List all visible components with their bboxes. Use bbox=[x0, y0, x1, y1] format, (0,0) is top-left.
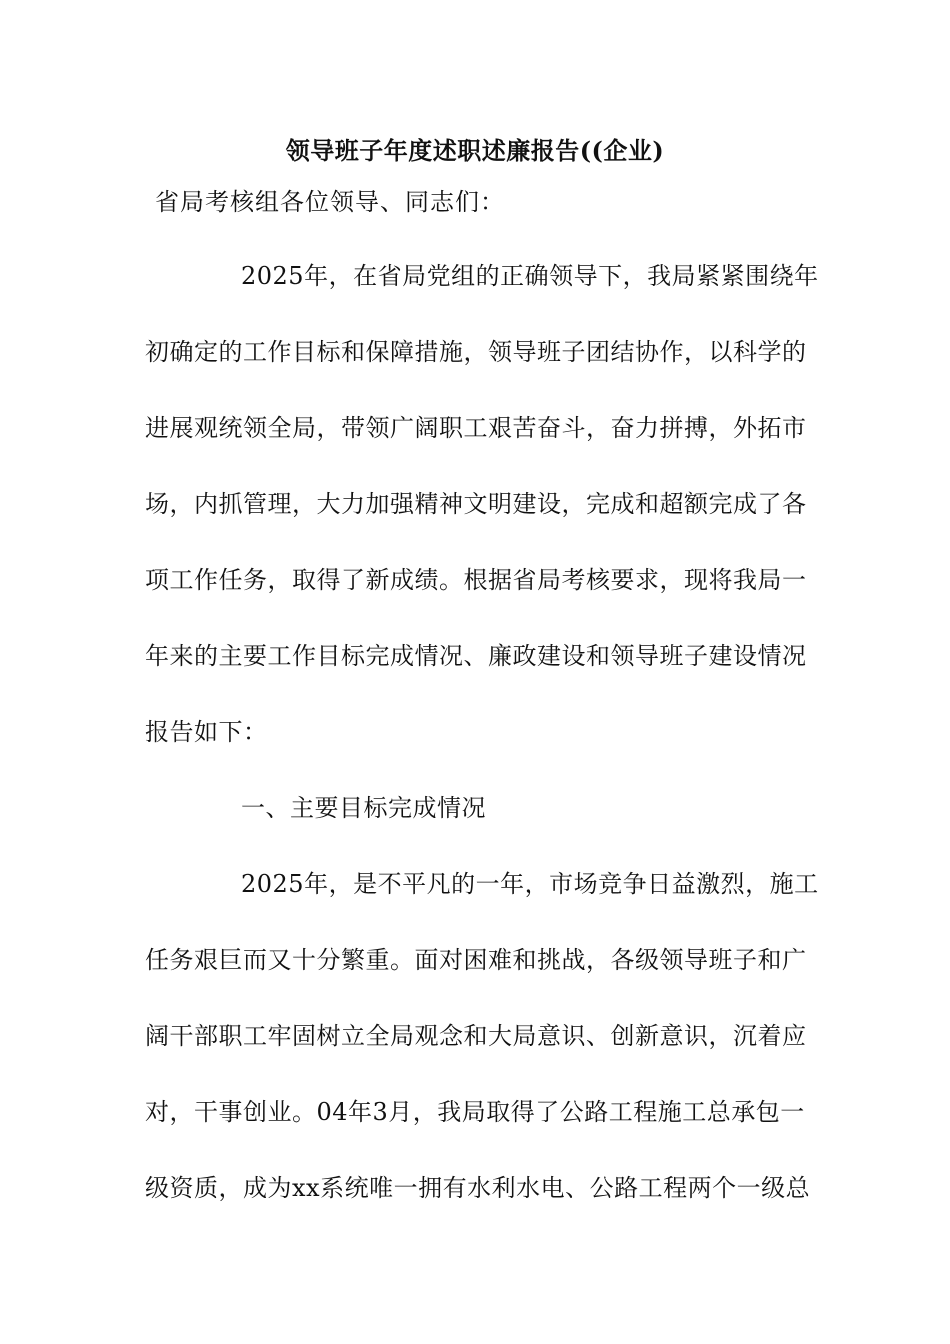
paragraph-1-line: 场，内抓管理，大力加强精神文明建设，完成和超额完成了各 bbox=[145, 490, 807, 518]
paragraph-1-line: 进展观统领全局，带领广阔职工艰苦奋斗，奋力拼搏，外拓市 bbox=[145, 414, 807, 442]
paragraph-2 bbox=[145, 846, 819, 1226]
document-title: 领导班子年度述职述廉报告((企业) bbox=[285, 136, 665, 165]
paragraph-2-line: 任务艰巨而又十分繁重。面对困难和挑战，各级领导班子和广 bbox=[145, 946, 807, 974]
paragraph-1-line: 年来的主要工作目标完成情况、廉政建设和领导班子建设情况 bbox=[145, 642, 807, 670]
paragraph-1-line: 2025年，在省局党组的正确领导下，我局紧紧围绕年 bbox=[241, 262, 819, 290]
paragraph-2-line: 阔干部职工牢固树立全局观念和大局意识、创新意识，沉着应 bbox=[145, 1022, 807, 1050]
paragraph-2-line: 级资质，成为xx系统唯一拥有水利水电、公路工程两个一级总 bbox=[145, 1174, 811, 1202]
paragraph-1-line: 项工作任务，取得了新成绩。根据省局考核要求，现将我局一 bbox=[145, 566, 807, 594]
paragraph-1 bbox=[145, 238, 819, 770]
section-1-heading-block bbox=[145, 770, 810, 846]
salutation: 省局考核组各位领导、同志们： bbox=[155, 188, 505, 216]
paragraph-2-line: 对，干事创业。04年3月，我局取得了公路工程施工总承包一 bbox=[145, 1098, 805, 1126]
section-1-heading: 一、主要目标完成情况 bbox=[241, 794, 486, 822]
paragraph-1-line: 报告如下： bbox=[145, 718, 268, 746]
paragraph-2-line: 2025年，是不平凡的一年，市场竞争日益激烈，施工 bbox=[241, 870, 819, 898]
paragraph-1-line: 初确定的工作目标和保障措施，领导班子团结协作，以科学的 bbox=[145, 338, 807, 366]
